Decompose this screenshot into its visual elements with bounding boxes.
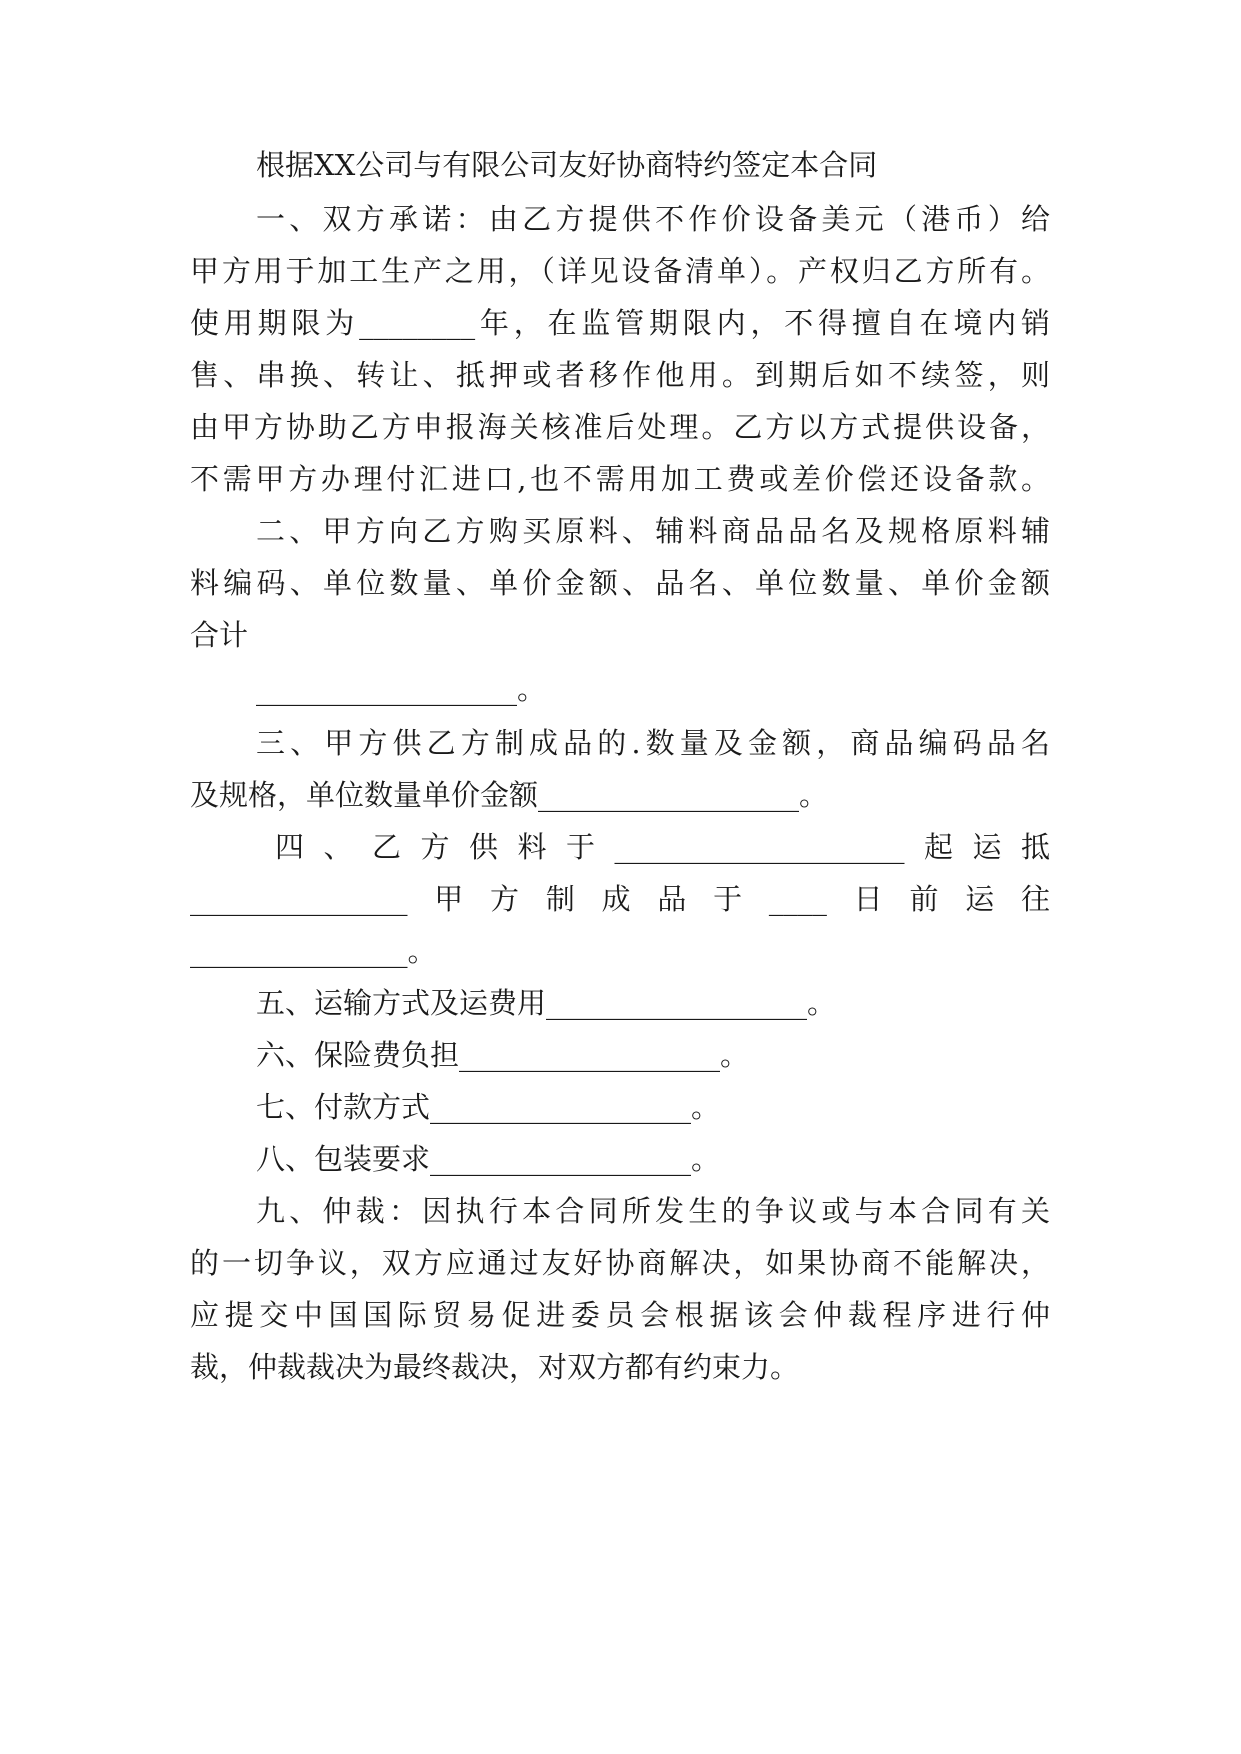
- clause-2-line-1: 二、甲方向乙方购买原料、辅料商品品名及规格原料辅: [256, 514, 1050, 548]
- clause-9-line-3: 应提交中国国际贸易促进委员会根据该会仲裁程序进行仲: [190, 1298, 1050, 1332]
- clause-1-line-4: 售、串换、转让、抵押或者移作他用。到期后如不续签，则: [190, 358, 1050, 392]
- clause-1-line-5: 由甲方协助乙方申报海关核准后处理。乙方以方式提供设备，: [190, 410, 1050, 444]
- clause-7-line: 七、付款方式__________________。: [256, 1090, 721, 1124]
- clause-4-line-2: _______________甲方制成品于____日前运往: [190, 882, 1050, 916]
- clause-4-line-1: 四、乙方供料于____________________起运抵: [275, 830, 1050, 864]
- clause-9-line-2: 的一切争议，双方应通过友好协商解决，如果协商不能解决，: [190, 1246, 1050, 1280]
- clause-3-line-2: 及规格，单位数量单价金额__________________。: [190, 778, 829, 812]
- clause-1-line-1: 一、双方承诺：由乙方提供不作价设备美元（港币）给: [256, 202, 1050, 236]
- clause-4-line-3: _______________。: [190, 934, 437, 968]
- clause-9-line-1: 九、仲裁：因执行本合同所发生的争议或与本合同有关: [256, 1194, 1050, 1228]
- clause-1-line-3: 使用期限为________年，在监管期限内，不得擅自在境内销: [190, 306, 1050, 340]
- clause-3-line-1: 三、甲方供乙方制成品的.数量及金额，商品编码品名: [256, 726, 1050, 760]
- clause-5-line: 五、运输方式及运费用__________________。: [256, 986, 837, 1020]
- clause-6-line: 六、保险费负担__________________。: [256, 1038, 750, 1072]
- intro-line: 根据XX公司与有限公司友好协商特约签定本合同: [256, 148, 878, 182]
- clause-1-line-6: 不需甲方办理付汇进口,也不需用加工费或差价偿还设备款。: [190, 462, 1050, 496]
- clause-2-line-3: 合计: [190, 618, 249, 652]
- clause-8-line: 八、包装要求__________________。: [256, 1142, 721, 1176]
- clause-9-line-4: 裁，仲裁裁决为最终裁决，对双方都有约束力。: [190, 1350, 800, 1384]
- clause-1-line-2: 甲方用于加工生产之用，（详见设备清单）。产权归乙方所有。: [190, 254, 1050, 288]
- clause-2-blank-line: __________________。: [256, 672, 547, 706]
- clause-2-line-2: 料编码、单位数量、单价金额、品名、单位数量、单价金额: [190, 566, 1050, 600]
